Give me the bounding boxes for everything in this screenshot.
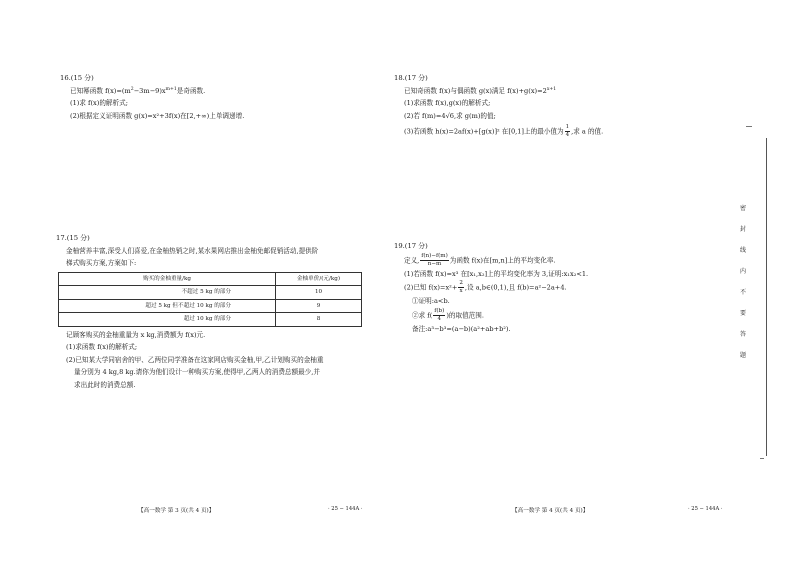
fraction-numerator: f(n)−f(m) xyxy=(421,252,448,259)
problem-19-note: 备注:a³−b³=(a−b)(a²+ab+b²). xyxy=(412,324,511,333)
left-page-footer: 【高一数学 第 3 页(共 4 页)】 xyxy=(138,508,215,514)
problem-17-after-table: 记顾客购买的金柚重量为 x kg,消费额为 f(x)元. xyxy=(66,330,206,339)
left-page xyxy=(0,0,384,561)
right-page-footer-code: · 25 − 144A · xyxy=(688,506,723,512)
fraction-one-quarter xyxy=(565,124,571,139)
problem-17-stem-line1: 金柚营养丰富,深受人们喜爱,在金柚热销之时,某水果网店推出金柚免邮促销活动,提供阶 xyxy=(66,246,319,255)
table-row xyxy=(59,299,362,313)
problem-18-q2: (2)若 f(m)=4√6,求 g(m)的值; xyxy=(404,111,496,120)
problem-16-q1: (1)求 f(x)的解析式; xyxy=(70,99,128,107)
problem-16-q2: (2)根据定义证明函数 g(x)=x²+3f(x)在[2,+∞)上单调递增. xyxy=(70,111,245,120)
problem-16-stem: 已知幂函数 $f(x)=(m^2-3m-9)x^{m+1}$是奇函数. xyxy=(70,86,206,95)
binding-notice-char: 不 xyxy=(739,289,746,296)
pricing-table-header-row xyxy=(59,272,362,286)
problem-19-title: 19.(17 分) xyxy=(394,242,428,250)
fraction-numerator: f(b) xyxy=(434,307,445,314)
binding-seal-line xyxy=(766,138,767,456)
table-row xyxy=(59,286,362,300)
pricing-table-cell-price: 10 xyxy=(276,286,362,300)
problem-18-stem: 已知奇函数 f(x)与偶函数 g(x)满足 $f(x)+g(x)=2^{x+1}$ xyxy=(404,86,557,95)
problem-18-q3-a: (3)若函数 h(x)=2af(x)+[g(x)]² 在[0,1]上的最小值为 xyxy=(404,127,564,136)
binding-tick-mark xyxy=(760,458,764,459)
pricing-table-cell-price: 8 xyxy=(276,313,362,327)
problem-16-stem-a: 已知幂函数 f(x)=(m xyxy=(70,86,131,95)
fraction-numerator: 2 xyxy=(459,280,463,286)
binding-notice-char: 封 xyxy=(739,226,746,233)
problem-19-q2-a: (2)已知 f(x)=x²+ xyxy=(404,283,458,292)
left-page-footer-code: · 25 − 144A · xyxy=(328,506,363,512)
average-rate-fraction xyxy=(420,253,448,268)
binding-notice-char: 内 xyxy=(739,268,746,275)
binding-notice-char: 要 xyxy=(739,310,746,317)
problem-17 xyxy=(56,232,382,391)
pricing-table-header-weight: 购买的金柚重量/kg xyxy=(59,272,276,286)
pricing-table-cell-price: 9 xyxy=(276,299,362,313)
problem-16-title: 16.(15 分) xyxy=(60,74,94,82)
problem-18-stem-a: 已知奇函数 f(x)与偶函数 g(x)满足 f(x)+g(x)=2 xyxy=(404,86,547,95)
problem-17-title: 17.(15 分) xyxy=(56,234,90,242)
problem-18-q1: (1)求函数 f(x),g(x)的解析式; xyxy=(404,99,491,107)
problem-17-q2-line2: 量分别为 4 kg,8 kg.请你为他们设计一种购买方案,使得甲,乙两人的消费总额最少,并 xyxy=(74,368,320,376)
problem-19-sub2-b: )的取值范围. xyxy=(446,311,484,319)
problem-18-title: 18.(17 分) xyxy=(394,74,428,82)
binding-notice-char: 线 xyxy=(739,247,746,254)
pricing-table-cell-weight: 不超过 5 kg 的部分 xyxy=(59,286,276,300)
problem-19-sub2 xyxy=(394,308,734,323)
table-row xyxy=(59,313,362,327)
problem-19-definition xyxy=(394,253,734,268)
problem-16 xyxy=(60,72,380,122)
binding-tick-mark xyxy=(746,126,752,127)
problem-18-q3 xyxy=(394,124,734,139)
fraction-denominator: n−m xyxy=(427,260,442,267)
pricing-table-cell-weight: 超过 5 kg 但不超过 10 kg 的部分 xyxy=(59,299,276,313)
binding-strip xyxy=(738,0,794,561)
binding-notice-char: 题 xyxy=(739,352,746,359)
problem-17-q2-line1: (2)已知某大学同宿舍的甲、乙两位同学准备在这家网店购买金柚,甲,乙计划购买的金柚重 xyxy=(66,355,324,364)
problem-17-q2-line3: 求出此时的消费总额. xyxy=(74,380,136,389)
problem-16-stem-b: −3m−9)x xyxy=(133,86,166,95)
fraction-denominator: x xyxy=(459,288,463,294)
binding-notice-char: 答 xyxy=(739,331,746,338)
fraction-numerator: 1 xyxy=(565,124,570,130)
fraction-denominator: 4 xyxy=(437,315,442,322)
problem-19-def-a: 定义, xyxy=(404,256,420,264)
problem-17-stem-line2: 梯式购买方案,方案如下: xyxy=(66,259,137,267)
fraction-fb-over-4 xyxy=(433,308,445,323)
problem-16-stem-c: 是奇函数. xyxy=(176,86,206,95)
problem-17-q1: (1)求函数 f(x)的解析式; xyxy=(66,343,138,351)
problem-18 xyxy=(394,72,734,139)
fraction-two-over-x xyxy=(458,280,464,295)
problem-19-q2 xyxy=(394,280,734,295)
problem-19-q2-b: ,设 a,b∈(0,1),且 f(b)=a²−2a+4. xyxy=(464,283,567,292)
problem-19-sub1: ①证明:a<b. xyxy=(412,297,450,305)
problem-19 xyxy=(394,240,734,335)
problem-19-sub2-a: ②求 f( xyxy=(412,311,433,319)
pricing-table-cell-weight: 超过 10 kg 的部分 xyxy=(59,313,276,327)
right-page xyxy=(388,0,736,561)
binding-notice-char: 密 xyxy=(739,205,746,212)
pricing-table-header-price: 金柚单价/(元/kg) xyxy=(276,272,362,286)
right-page-footer: 【高一数学 第 4 页(共 4 页)】 xyxy=(512,508,589,514)
problem-18-q3-b: ,求 a 的值. xyxy=(571,127,604,136)
pricing-table xyxy=(58,272,362,327)
problem-19-def-b: 为函数 f(x)在[m,n]上的平均变化率. xyxy=(449,256,556,264)
binding-notice xyxy=(738,205,748,373)
problem-19-q1: (1)若函数 f(x)=x³ 在[x₁,x₂]上的平均变化率为 3,证明:x₁x₂<1. xyxy=(404,269,589,278)
fraction-denominator: 4 xyxy=(565,132,570,138)
